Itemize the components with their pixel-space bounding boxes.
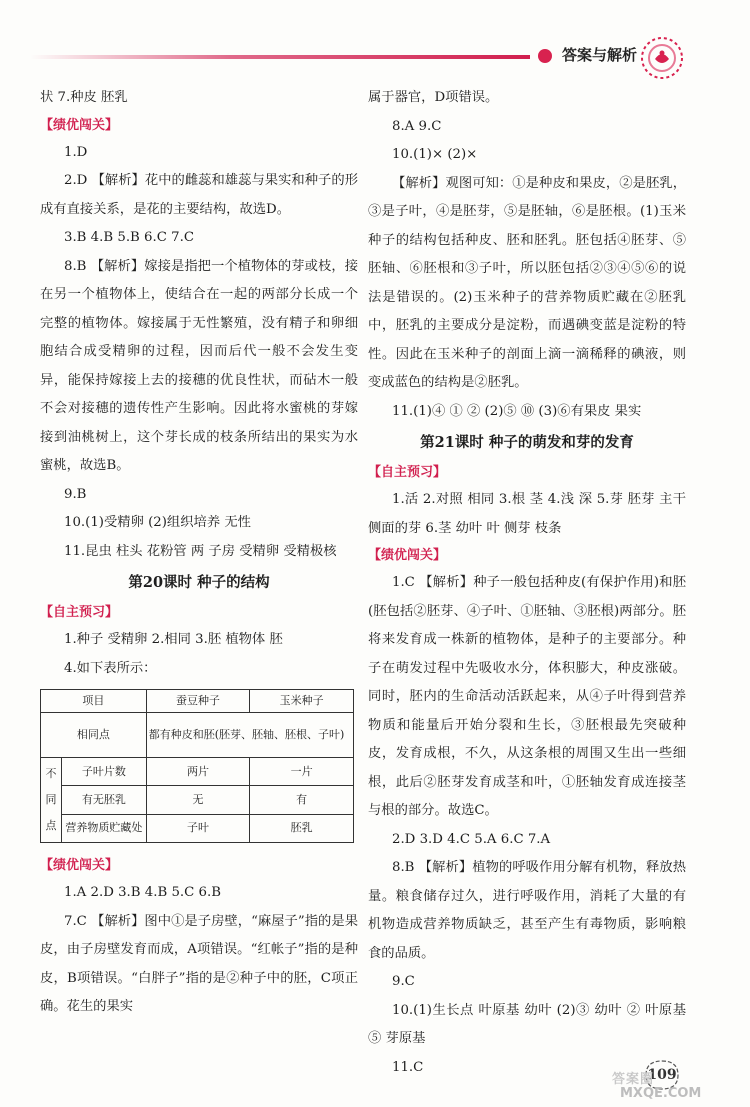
table-row (41, 758, 354, 786)
watermark-text: 答案圈 (612, 1072, 655, 1087)
table-row (41, 690, 354, 713)
table-cell: 子叶片数 (62, 758, 147, 786)
section-tag: 【绩优闯关】 (40, 117, 119, 133)
flower-logo-icon (639, 35, 685, 81)
answer-line: 10.(1)受精卵 (2)组织培养 无性 (64, 515, 251, 530)
answer-paragraph: 1.活 2.对照 相同 3.根 茎 4.浅 深 5.芽 胚芽 主干侧面的芽 6.茎 幼叶 叶 侧芽 枝条 (368, 492, 686, 536)
answer-paragraph: 11.昆虫 柱头 花粉管 两 子房 受精卵 受精极核 (64, 543, 337, 559)
table-cell: 无 (146, 786, 250, 814)
table-header-corn: 玉米种子 (250, 690, 354, 713)
section-tag: 【自主预习】 (40, 605, 119, 620)
table-same-label: 相同点 (41, 713, 147, 758)
header-title: 答案与解析 (562, 46, 638, 64)
answer-line: 9.C (392, 974, 415, 989)
table-row (41, 713, 354, 758)
answer-line: 属于器官，D项错误。 (368, 90, 499, 105)
table-cell: 有无胚乳 (62, 786, 147, 814)
section-tag: 【绩优闯关】 (40, 858, 119, 873)
answer-paragraph: 8.B 【解析】嫁接是指把一个植物体的芽或枝，接在另一个植物体上，使结合在一起的两部分长成一个完整的植物体。嫁接属于无性繁殖，没有精子和卵细胞结合成受精卵的过程，因而后代一般不会发生变异，能保持嫁接上去的接穗的优良性状，而砧木一般不会对接穗的遗传性产生影响。因此将水蜜桃的芽嫁接到油桃树上，这个芽长成的枝条所结出的果实为水蜜桃，故选B。 (40, 258, 358, 473)
header-bullet (538, 49, 552, 63)
table-cell: 两片 (146, 758, 250, 786)
table-same-value: 都有种皮和胚(胚芽、胚轴、胚根、子叶) (146, 713, 353, 758)
answer-paragraph: 8.B 【解析】植物的呼吸作用分解有机物，释放热量。粮食储存过久，进行呼吸作用，消耗了大量的有机物造成营养物质缺乏，甚至产生有毒物质，影响粮食的品质。 (368, 860, 686, 961)
page-number: 109 (647, 1067, 677, 1083)
answer-line: 8.A 9.C (392, 118, 442, 134)
header-rule (30, 55, 530, 59)
table-header-bean: 蚕豆种子 (146, 690, 250, 713)
answer-paragraph: 【解析】观图可知：①是种皮和果皮，②是胚乳，③是子叶，④是胚芽，⑤是胚轴，⑥是胚根。(1)玉米种子的结构包括种皮、胚和胚乳。胚包括④胚芽、⑤胚轴、⑥胚根和③子叶，所以胚包括②③④⑤⑥的说法是错误的。(2)玉米种子的营养物质贮藏在②胚乳中，胚乳的主要成分是淀粉，而遇碘变蓝是淀粉的特性。因此在玉米种子的剖面上滴一滴稀释的碘液，则变成蓝色的结构是②胚乳。 (368, 175, 686, 390)
table-cell: 子叶 (146, 814, 250, 842)
table-cell: 营养物质贮藏处 (62, 814, 147, 842)
lesson-heading: 第21课时 种子的萌发和芽的发育 (420, 434, 634, 451)
answer-paragraph: 7.C 【解析】图中①是子房壁，“麻屋子”指的是果皮，由子房壁发育而成，A项错误。“红帐子”指的是种皮，B项错误。“白胖子”指的是②种子中的胚，C项正确。花生的果实 (40, 913, 358, 1014)
answer-line: 1.A 2.D 3.B 4.B 5.C 6.B (64, 885, 222, 900)
table-row (41, 814, 354, 842)
answer-paragraph: 10.(1)生长点 叶原基 幼叶 (2)③ 幼叶 ② 叶原基 ⑤ 芽原基 (368, 1002, 686, 1046)
section-tag: 【绩优闯关】 (368, 548, 447, 563)
lesson-heading: 第20课时 种子的结构 (128, 574, 270, 591)
left-column (40, 84, 358, 1022)
answer-line: 11.(1)④ ① ② (2)⑤ ⑩ (3)⑥有果皮 果实 (392, 403, 642, 419)
table-row (41, 786, 354, 814)
answer-line: 2.D 3.D 4.C 5.A 6.C 7.A (392, 831, 551, 847)
right-column (368, 84, 686, 1082)
answer-paragraph: 2.D 【解析】花中的雌蕊和雄蕊与果实和种子的形成有直接关系，是花的主要结构，故选D。 (40, 173, 358, 217)
answer-line: 9.B (64, 486, 87, 502)
answer-paragraph: 1.C 【解析】种子一般包括种皮(有保护作用)和胚(胚包括②胚芽、④子叶、①胚轴、③胚根)两部分。胚将来发育成一株新的植物体，是种子的主要部分。种子在萌发过程中先吸收水分，体积膨大，种皮涨破。同时，胚内的生命活动活跃起来，从④子叶得到营养物质和能量后开始分裂和生长，③胚根最先突破种皮，发育成根，不久，从这条根的周围又生出一些细根，此后②胚芽发育成茎和叶，①胚轴发育成连接茎与根的部分。故选C。 (368, 575, 686, 818)
table-cell: 胚乳 (250, 814, 354, 842)
seed-comparison-table (40, 689, 354, 843)
table-cell: 一片 (250, 758, 354, 786)
answer-line: 4.如下表所示： (64, 660, 157, 676)
watermark-url: MXQE.COM (620, 1086, 702, 1101)
answer-line: 状 7.种皮 胚乳 (40, 90, 128, 105)
table-diff-label: 不同点 (41, 758, 62, 843)
answer-line: 1.D (64, 144, 88, 160)
table-cell: 有 (250, 786, 354, 814)
table-header-item: 项目 (41, 690, 147, 713)
answer-line: 1.种子 受精卵 2.相同 3.胚 植物体 胚 (64, 632, 283, 647)
answer-line: 3.B 4.B 5.B 6.C 7.C (64, 230, 195, 245)
answer-line: 11.C (392, 1059, 424, 1075)
answer-line: 10.(1)× (2)× (392, 147, 478, 162)
section-tag: 【自主预习】 (368, 465, 447, 480)
